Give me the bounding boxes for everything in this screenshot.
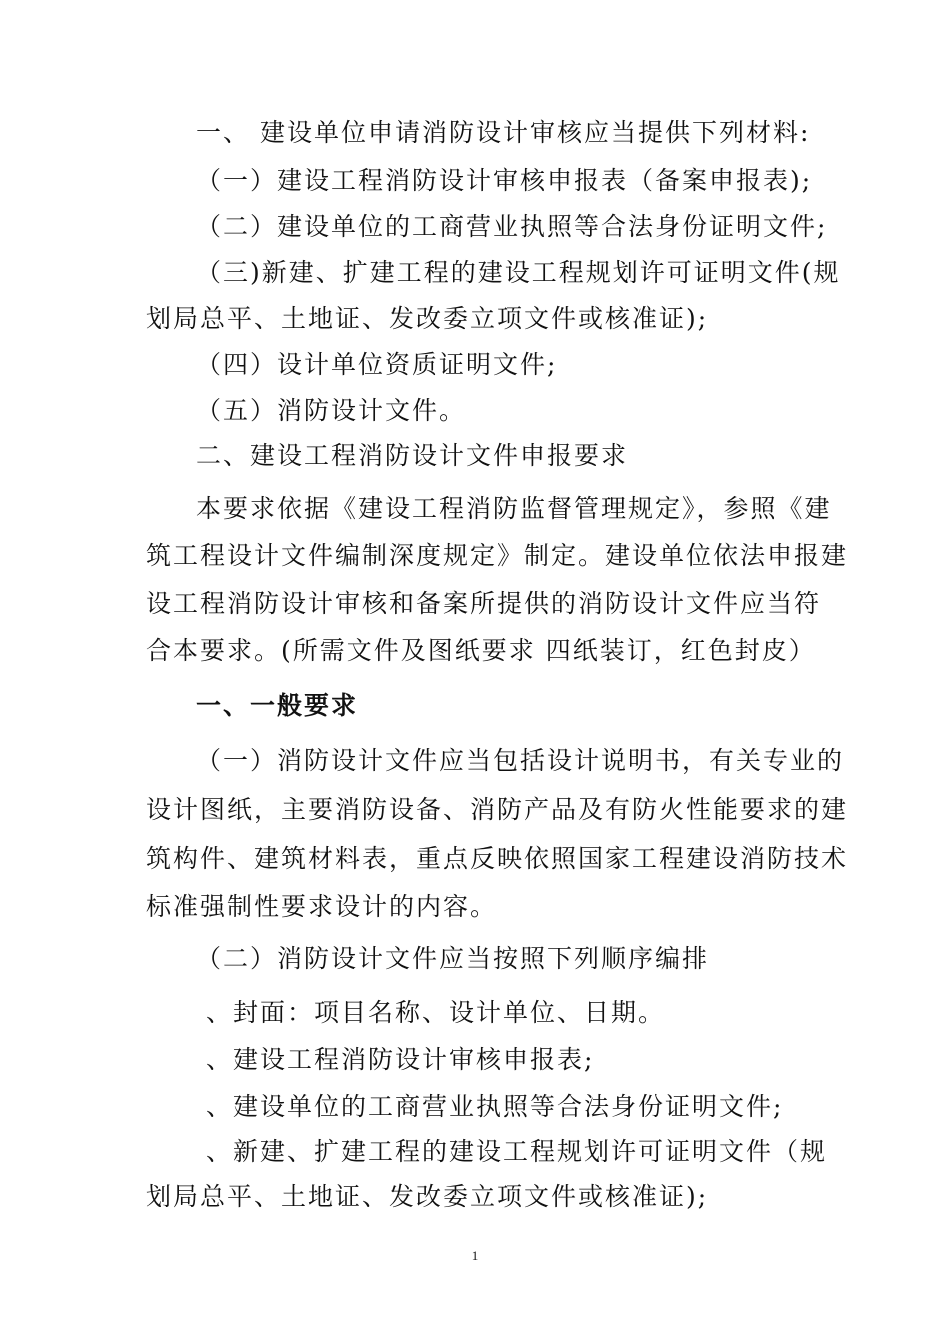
list-item: 、建设单位的工商营业执照等合法身份证明文件; [206,1092,784,1121]
paragraph-line: 标准强制性要求设计的内容。 [146,892,498,921]
paragraph-line: （二）消防设计文件应当按照下列顺序编排 [196,944,710,973]
list-item: （二）建设单位的工商营业执照等合法身份证明文件; [196,212,828,241]
paragraph-line: 筑工程设计文件编制深度规定》制定。建设单位依法申报建 [146,541,849,570]
paragraph-line: 设计图纸，主要消防设备、消防产品及有防火性能要求的建 [146,795,849,824]
paragraph-line: 合本要求。(所需文件及图纸要求 四纸装订，红色封皮） [146,636,816,665]
list-item: （四）设计单位资质证明文件; [196,350,558,379]
list-item: （五）消防设计文件。 [196,396,467,425]
paragraph-line: 本要求依据《建设工程消防监督管理规定》，参照《建 [196,494,832,523]
page-number: 1 [471,1248,479,1263]
list-item: 、新建、扩建工程的建设工程规划许可证明文件（规 [206,1137,828,1166]
list-item-continuation: 划局总平、土地证、发改委立项文件或核准证); [146,304,709,333]
list-item: （一）建设工程消防设计审核申报表（备案申报表); [196,166,813,195]
list-item-continuation: 划局总平、土地证、发改委立项文件或核准证); [146,1182,709,1211]
paragraph-line: 筑构件、建筑材料表，重点反映依照国家工程建设消防技术 [146,844,849,873]
list-item: （三)新建、扩建工程的建设工程规划许可证明文件(规 [196,258,841,287]
paragraph-line: （一）消防设计文件应当包括设计说明书，有关专业的 [196,746,845,775]
paragraph-line: 设工程消防设计审核和备案所提供的消防设计文件应当符 [146,589,822,618]
list-item: 、建设工程消防设计审核申报表; [206,1045,595,1074]
section-heading-materials: 一、 建设单位申请消防设计审核应当提供下列材料: [196,118,811,147]
section-heading-requirements: 二、建设工程消防设计文件申报要求 [196,441,629,470]
list-item: 、封面：项目名称、设计单位、日期。 [206,998,666,1027]
subheading-general-requirements: 一、一般要求 [196,691,359,720]
